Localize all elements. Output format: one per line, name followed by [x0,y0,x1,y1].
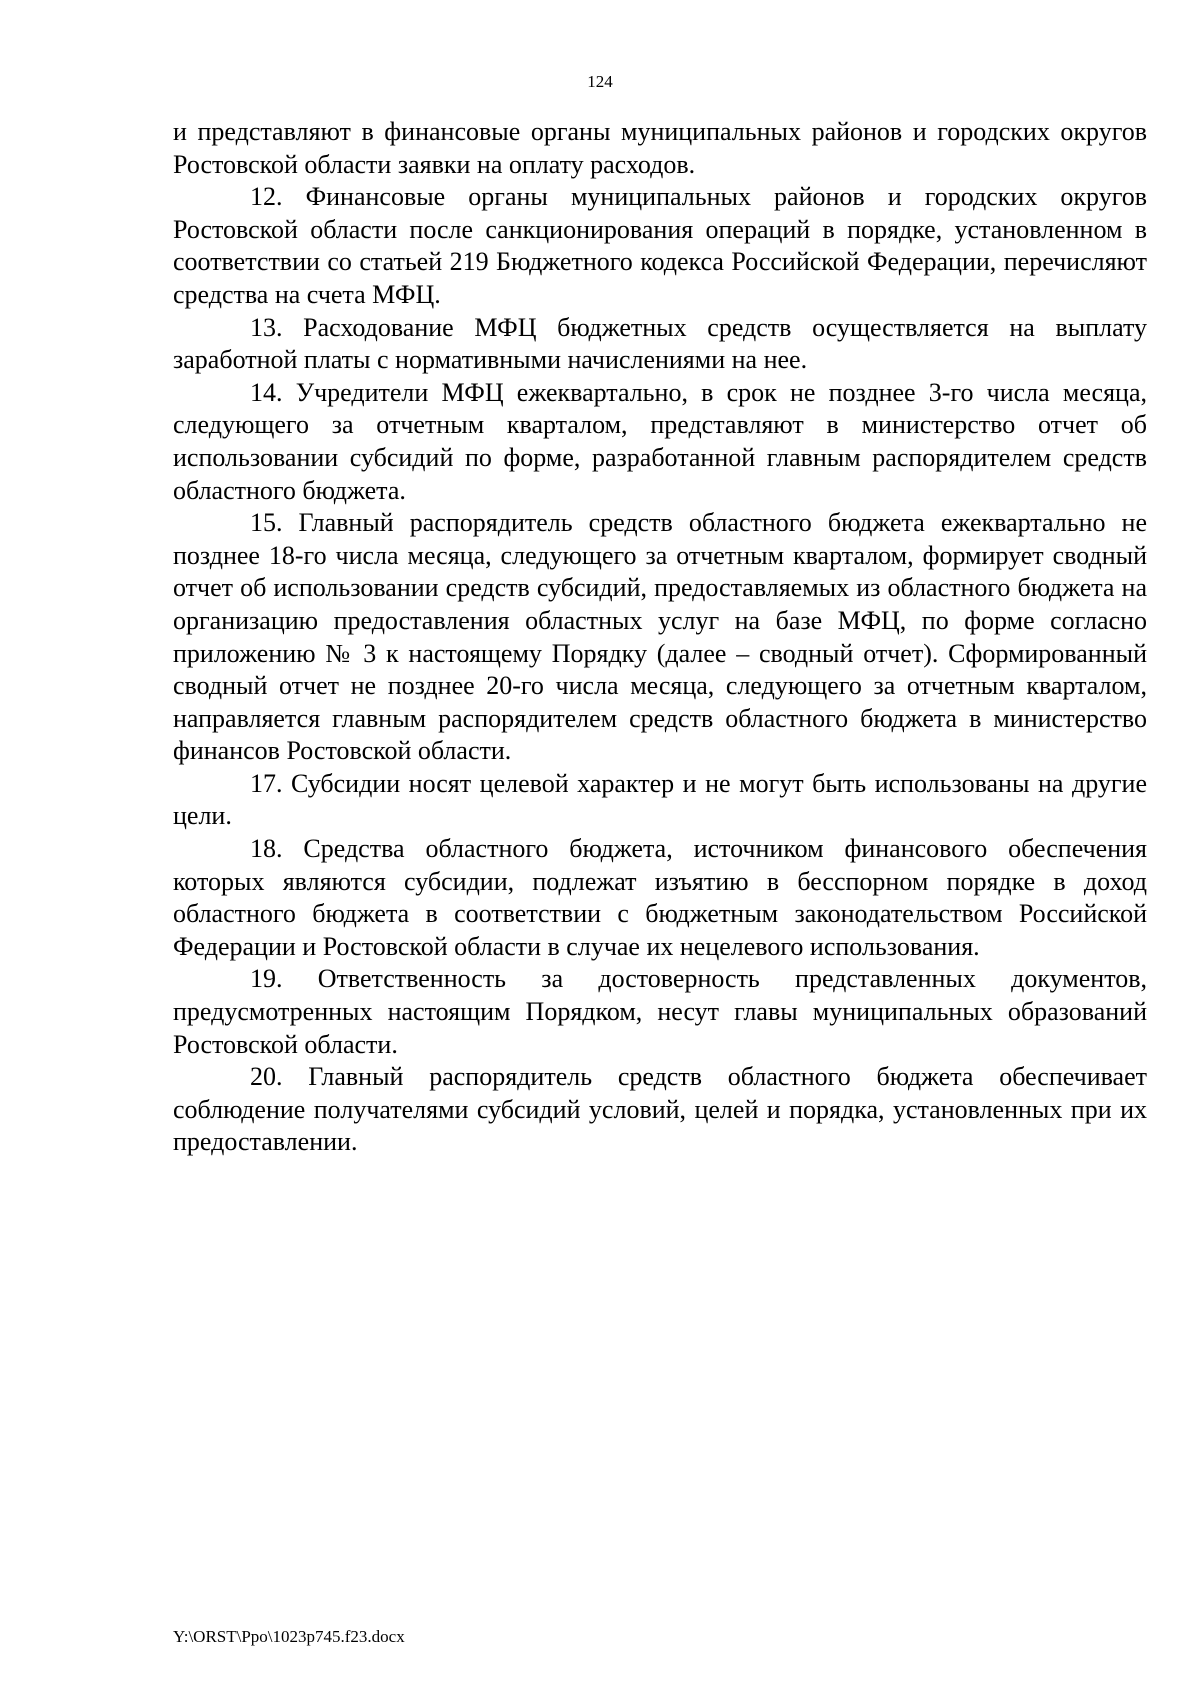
paragraph-20: 20. Главный распорядитель средств областного бюджета обеспечивает соблюдение получателями субсидий условий, целей и порядка, установленных при их предоставлении. [173,1062,1147,1157]
paragraph-17: 17. Субсидии носят целевой характер и не могут быть использованы на другие цели. [173,768,1147,831]
paragraph-15: 15. Главный распорядитель средств областного бюджета ежеквартально не позднее 18-го числа месяца, следующего за отчетным кварталом, формирует сводный отчет об использовании средств субсидий, предоставляемых из областного бюджета на организацию предоставления областных услуг на базе МФЦ, по форме согласно приложению № 3 к настоящему Порядку (далее – сводный отчет). Сформированный сводный отчет не позднее 20-го числа месяца, следующего за отчетным кварталом, направляется главным распорядителем средств областного бюджета в министерство финансов Ростовской области. [173,508,1147,766]
paragraph-13: 13. Расходование МФЦ бюджетных средств осуществляется на выплату заработной платы с нормативными начислениями на нее. [173,312,1147,375]
paragraph-continuation: и представляют в финансовые органы муниципальных районов и городских округов Ростовской области заявки на оплату расходов. [173,117,1147,179]
footer-file-path: Y:\ORST\Ppo\1023p745.f23.docx [173,1627,405,1646]
paragraph-12: 12. Финансовые органы муниципальных районов и городских округов Ростовской области после санкционирования операций в порядке, установленном в соответствии со статьей 219 Бюджетного кодекса Российской Федерации, перечисляют средства на счета МФЦ. [173,182,1147,309]
paragraph-18: 18. Средства областного бюджета, источником финансового обеспечения которых являются субсидии, подлежат изъятию в бесспорном порядке в доход областного бюджета в соответствии с бюджетным законодательством Российской Федерации и Ростовской области в случае их нецелевого использования. [173,834,1147,961]
document-body [173,116,1147,1159]
page-number: 124 [587,72,613,91]
paragraph-14: 14. Учредители МФЦ ежеквартально, в срок не позднее 3-го числа месяца, следующего за отчетным кварталом, представляют в министерство отчет об использовании субсидий по форме, разработанной главным распорядителем средств областного бюджета. [173,377,1147,505]
paragraph-19: 19. Ответственность за достоверность представленных документов, предусмотренных настоящим Порядком, несут главы муниципальных образований Ростовской области. [173,964,1147,1059]
